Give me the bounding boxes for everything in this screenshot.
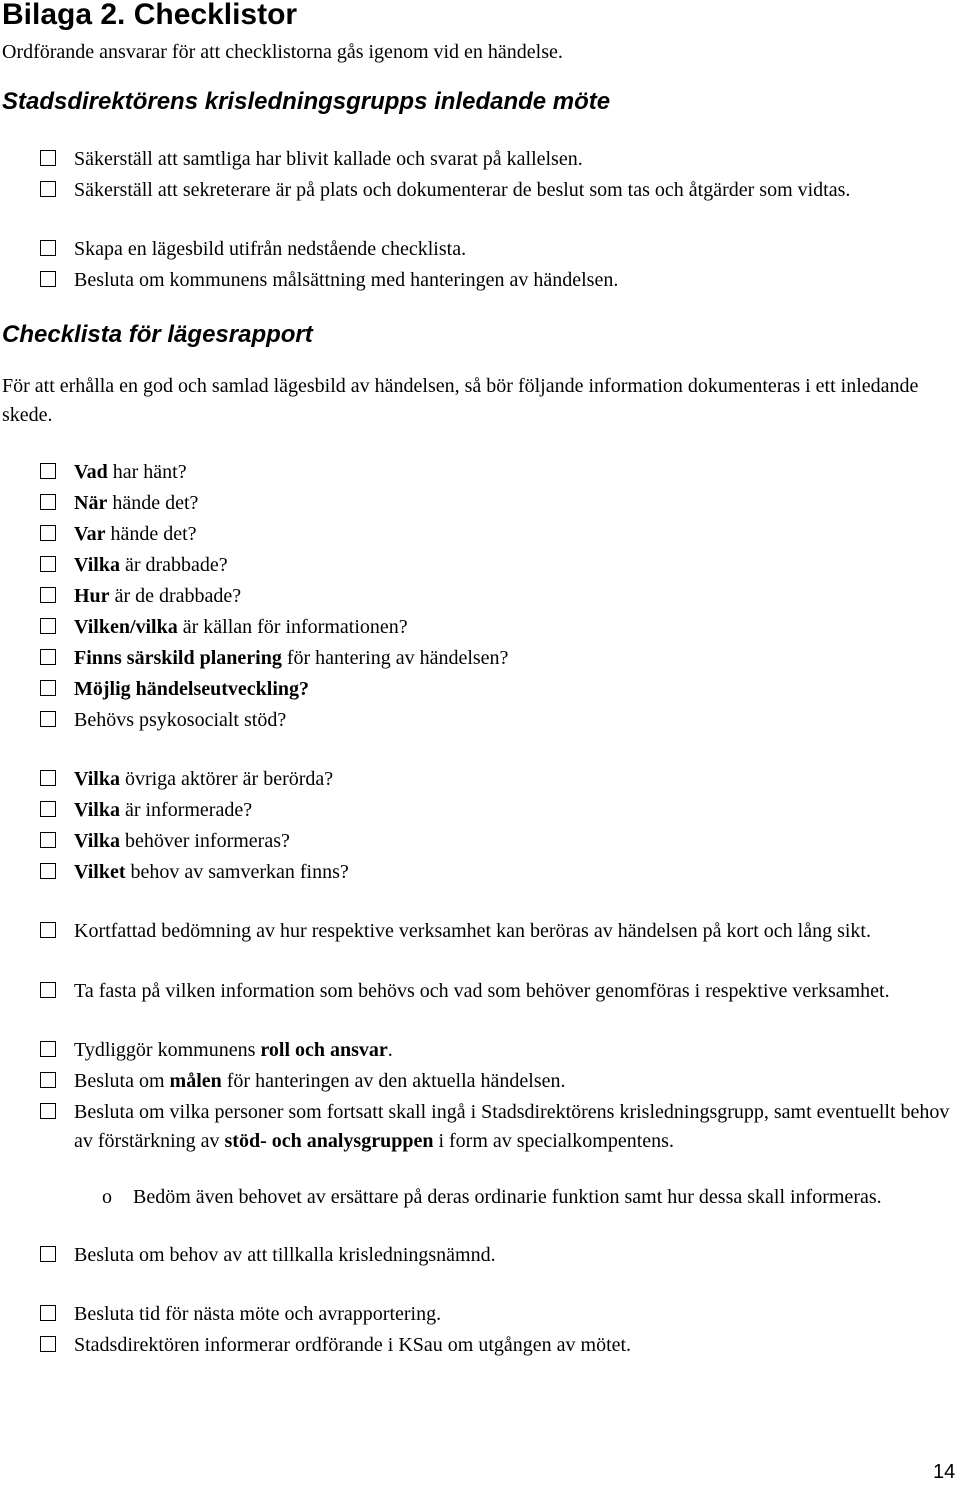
checkbox[interactable] xyxy=(40,181,56,197)
checkbox[interactable] xyxy=(40,618,56,634)
checklist-item: Besluta om behov av att tillkalla krisledningsnämnd. xyxy=(74,1244,496,1266)
checklist-item: Vilken/vilka är källan för informationen? xyxy=(74,616,408,638)
checkbox[interactable] xyxy=(40,801,56,817)
checklist-item: Stadsdirektören informerar ordförande i KSau om utgången av mötet. xyxy=(74,1334,632,1356)
checklist-item: Besluta om målen för hanteringen av den aktuella händelsen. xyxy=(74,1070,566,1092)
checklist-item: Ta fasta på vilken information som behövs och vad som behöver genomföras i respektive verksamhet. xyxy=(74,980,890,1002)
sub-list-item: Bedöm även behovet av ersättare på deras ordinarie funktion samt hur dessa skall informeras. xyxy=(133,1186,882,1208)
checkbox[interactable] xyxy=(40,922,56,938)
checkbox[interactable] xyxy=(40,587,56,603)
checklist-item: Besluta om vilka personer som fortsatt skall ingå i Stadsdirektörens krisledningsgrupp, samt eventuellt behov av förstärkning av stöd- och analysgruppen i form av specialkompentens. xyxy=(74,1101,950,1152)
intro-text: Ordförande ansvarar för att checklistorna gås igenom vid en händelse. xyxy=(2,41,563,63)
page-title: Bilaga 2. Checklistor xyxy=(2,0,298,31)
checklist-item: Möjlig händelseutveckling? xyxy=(74,678,310,700)
checkbox[interactable] xyxy=(40,1041,56,1057)
checklist-item: Vilka är informerade? xyxy=(74,799,253,821)
checkbox[interactable] xyxy=(40,271,56,287)
checkbox[interactable] xyxy=(40,863,56,879)
checkbox[interactable] xyxy=(40,240,56,256)
checklist-item: Tydliggör kommunens roll och ansvar. xyxy=(74,1039,393,1061)
checklist-item: Var hände det? xyxy=(74,523,197,545)
page-number: 14 xyxy=(933,1461,956,1483)
checklist-item: Säkerställ att sekreterare är på plats och dokumenterar de beslut som tas och åtgärder som vidtas. xyxy=(74,179,851,201)
checkbox[interactable] xyxy=(40,525,56,541)
checklist-item: När hände det? xyxy=(74,492,199,514)
checklist-item: Vilka är drabbade? xyxy=(74,554,228,576)
checkbox[interactable] xyxy=(40,982,56,998)
checklist-item: Kortfattad bedömning av hur respektive verksamhet kan beröras av händelsen på kort och lång sikt. xyxy=(74,920,871,942)
checkbox[interactable] xyxy=(40,832,56,848)
checkbox[interactable] xyxy=(40,711,56,727)
checklist-item: Vilka övriga aktörer är berörda? xyxy=(74,768,334,790)
section-heading-status-report: Checklista för lägesrapport xyxy=(2,321,313,348)
checklist-item: Besluta tid för nästa möte och avrapportering. xyxy=(74,1303,442,1325)
checklist-item: Finns särskild planering för hantering av händelsen? xyxy=(74,647,509,669)
checkbox[interactable] xyxy=(40,556,56,572)
checklist-item: Behövs psykosocialt stöd? xyxy=(74,709,287,731)
checkbox[interactable] xyxy=(40,1305,56,1321)
checklist-item: Vad har hänt? xyxy=(74,461,187,483)
checkbox[interactable] xyxy=(40,770,56,786)
checkbox[interactable] xyxy=(40,1246,56,1262)
checkbox[interactable] xyxy=(40,1103,56,1119)
section-paragraph: För att erhålla en god och samlad lägesbild av händelsen, så bör följande information dokumenteras i ett inledande skede. xyxy=(2,375,919,426)
checkbox[interactable] xyxy=(40,1072,56,1088)
checklist-item: Vilka behöver informeras? xyxy=(74,830,290,852)
section-heading-meeting: Stadsdirektörens krisledningsgrupps inledande möte xyxy=(2,88,611,115)
checklist-item: Vilket behov av samverkan finns? xyxy=(74,861,349,883)
checkbox[interactable] xyxy=(40,463,56,479)
checkbox[interactable] xyxy=(40,150,56,166)
sub-list-bullet: o xyxy=(102,1186,112,1208)
checkbox[interactable] xyxy=(40,494,56,510)
checklist-item: Skapa en lägesbild utifrån nedstående checklista. xyxy=(74,238,467,260)
checkbox[interactable] xyxy=(40,649,56,665)
checkbox[interactable] xyxy=(40,1336,56,1352)
checkbox[interactable] xyxy=(40,680,56,696)
checklist-item: Säkerställ att samtliga har blivit kallade och svarat på kallelsen. xyxy=(74,148,583,170)
checklist-item: Besluta om kommunens målsättning med hanteringen av händelsen. xyxy=(74,269,619,291)
checklist-item: Hur är de drabbade? xyxy=(74,585,242,607)
